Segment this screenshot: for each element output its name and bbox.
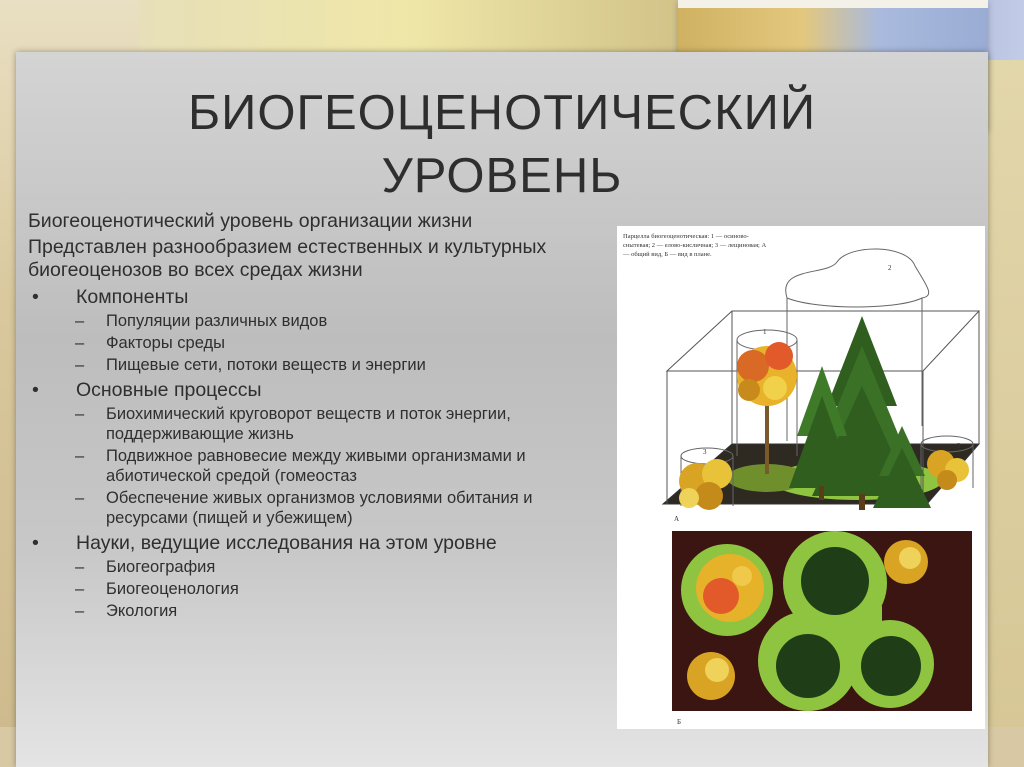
- intro-line: Биогеоценотический уровень организации жизни: [28, 210, 473, 232]
- bullet-marker: •: [32, 532, 39, 554]
- slide: [16, 52, 988, 767]
- parcel-number-label: 3: [703, 448, 707, 456]
- list-item: [28, 446, 603, 486]
- section-heading: [28, 532, 603, 555]
- parcel-drawing: [617, 226, 985, 729]
- list-item-text: Экология: [106, 602, 178, 620]
- list-item-text: Биогеоценология: [106, 580, 239, 598]
- section-heading: [28, 286, 603, 309]
- list-item: [28, 579, 603, 599]
- dash-marker: –: [75, 447, 85, 465]
- section-heading-text: Науки, ведущие исследования на этом уровне: [76, 532, 497, 554]
- bullet-marker: •: [32, 286, 39, 308]
- dash-marker: –: [75, 580, 85, 598]
- list-item: [28, 311, 603, 331]
- dash-marker: –: [75, 602, 85, 620]
- aspen-trunk: [765, 404, 769, 474]
- parcel-number-label: 1: [763, 328, 767, 336]
- list-item-text: Пищевые сети, потоки веществ и энергии: [106, 356, 426, 374]
- list-item: [28, 488, 603, 528]
- dash-marker: –: [75, 312, 85, 330]
- list-item: [28, 355, 603, 375]
- parcel-number-label: 3: [957, 442, 961, 450]
- section-heading-text: Компоненты: [76, 286, 189, 308]
- slide-content: [28, 210, 603, 623]
- cylinder-2-top: [786, 249, 929, 307]
- section-heading: [28, 379, 603, 402]
- figure-label-b: Б: [677, 718, 682, 726]
- list-item: [28, 601, 603, 621]
- list-item-text: Биогеография: [106, 558, 216, 576]
- list-item: [28, 404, 603, 444]
- parcel-number-label: 2: [888, 264, 892, 272]
- aspen-crown: [737, 342, 797, 406]
- figure-label-a: А: [674, 515, 680, 523]
- dash-marker: –: [75, 356, 85, 374]
- slide-title: [16, 82, 988, 208]
- list-item-text: Популяции различных видов: [106, 312, 328, 330]
- aspen-parcel-plan: [681, 544, 773, 636]
- title-line-1: БИОГЕОЦЕНОТИЧЕСКИЙ: [187, 86, 817, 140]
- list-item-text: Биохимический круговорот веществ и поток энергии, поддерживающие жизнь: [106, 405, 511, 443]
- dash-marker: –: [75, 558, 85, 576]
- figure-caption: Парцелла биогеоценотическая: 1 — осиново-снытевая; 2 — елово-кисличная; 3 — лещиновая; А — общий вид, Б — вид в плане.: [623, 233, 767, 258]
- background-right: [984, 60, 1024, 767]
- list-item: [28, 333, 603, 353]
- dash-marker: –: [75, 489, 85, 507]
- intro-line: Представлен разнообразием естественных и культурных биогеоценозов во всех средах жизни: [28, 236, 547, 281]
- list-item-text: Подвижное равновесие между живыми организмами и абиотической средой (гомеостаз: [106, 447, 526, 485]
- bullet-marker: •: [32, 379, 39, 401]
- section-heading-text: Основные процессы: [76, 379, 262, 401]
- list-item-text: Факторы среды: [106, 334, 226, 352]
- parcel-illustration: [617, 226, 985, 729]
- title-line-2: УРОВЕНЬ: [381, 149, 623, 203]
- dash-marker: –: [75, 334, 85, 352]
- list-item: [28, 557, 603, 577]
- list-item-text: Обеспечение живых организмов условиями обитания и ресурсами (пищей и убежищем): [106, 489, 533, 527]
- dash-marker: –: [75, 405, 85, 423]
